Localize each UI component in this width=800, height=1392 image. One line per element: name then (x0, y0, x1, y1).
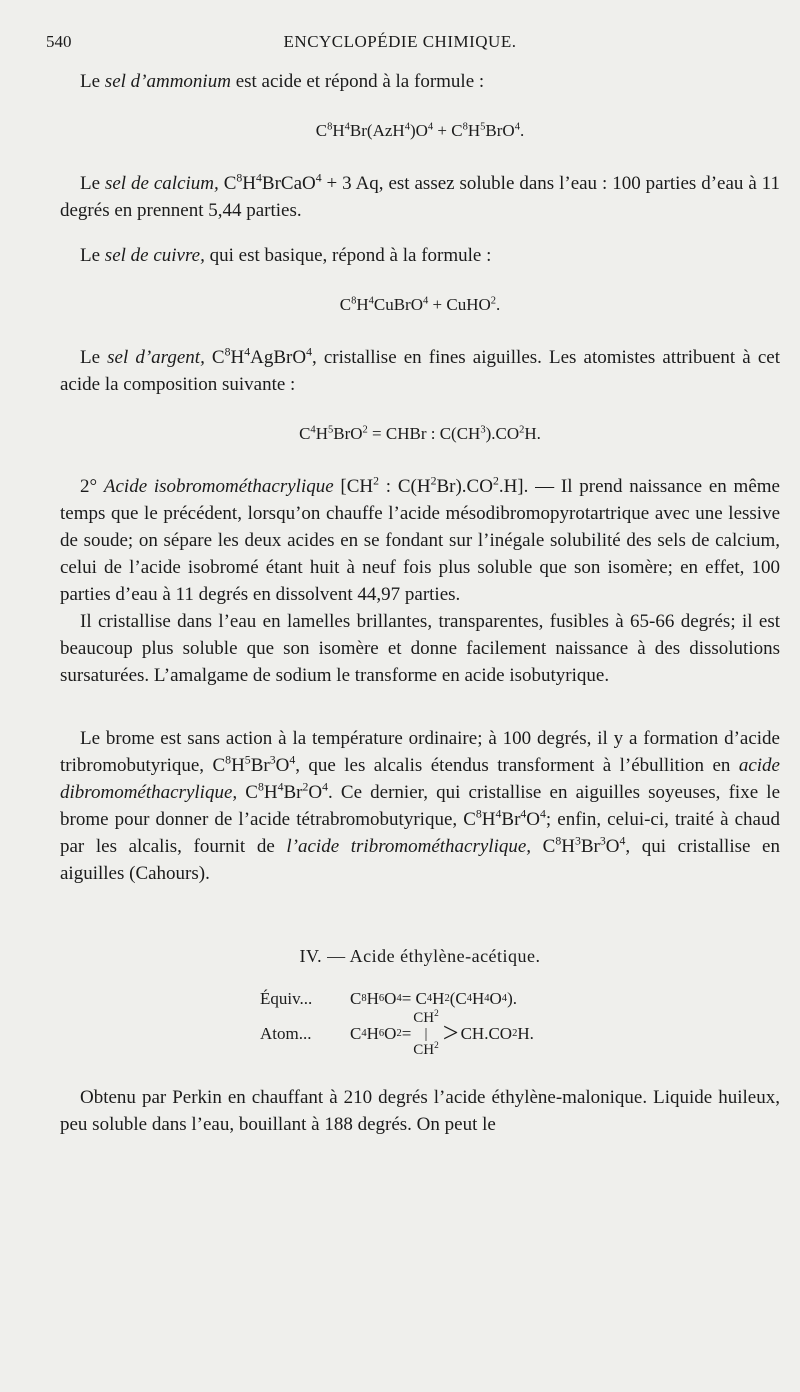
paragraph-perkin: Obtenu par Perkin en chauffant à 210 degrés l’acide éthylène-malonique. Liquide huileux, peu soluble dans l’eau, bouillant à 188 degrés. On peut le (60, 1087, 780, 1135)
paragraph-calcium-salt: Le sel de calcium, $C^8H^4BrCaO^4 + 3$ Aq, est assez soluble dans l’eau : 100 parties d’eau à 11 degrés en prennent 5,44 parties. (60, 171, 780, 221)
formula-ammonium-salt: $C^8H^4Br(AzH^4)O^4 + C^8H^5BrO^4$. (315, 121, 525, 140)
atom-label: Atom... (260, 1024, 312, 1043)
formula-atom: Atom... C 4 H 6 O 2 = $CH^2$ | $CH^2$ > CH.CO 2 H. (260, 1009, 534, 1058)
bond-brace: > (442, 1018, 459, 1049)
paragraph-silver-salt: Le sel d’argent, $C^8H^4AgBrO^4$, cristallise en fines aiguilles. Les atomistes attribuent à cet acide la composition suivante : (60, 345, 780, 395)
paragraph-isobromomethacrylic-acid: 2° Acide isobromométhacrylique [$CH^2$ : $C(H^2Br).CO^2.H$]. — Il prend naissance en même temps que le précédent, lorsqu’on chauffe l’acide mésodibromopyrotartrique avec une lessive de soude; on sépare les deux acides en se fondant sur l’inégale solubilité des sels de calcium, celui de l’acide isobromé étant huit à neuf fois plus soluble que son isomère; en effet, 100 parties d’eau à 11 degrés en dissolvent 44,97 parties. (60, 474, 780, 605)
formula-equiv: Équiv... C 8 H 6 O 4 = C 4 H 2 (C 4 H 4 O 4 ). (260, 989, 517, 1008)
formula-block (260, 988, 780, 1058)
structural-ring: $CH^2$ | $CH^2$ (413, 1009, 439, 1058)
paragraph-crystallisation: Il cristallise dans l’eau en lamelles brillantes, transparentes, fusibles à 65-66 degrés; il est beaucoup plus soluble que son isomère et donne facilement naissance à des dissolutions sursaturées. L’amalgame de sodium le transforme en acide isobutyrique. (60, 611, 780, 686)
formula-copper-salt: $C^8H^4CuBrO^4$ + CuHO$^2$. (339, 295, 501, 314)
page-body (60, 68, 780, 1138)
formula-atomist: $C^4H^5BrO^2$ = CHBr : $C(CH^3).CO^2H$. (299, 424, 541, 443)
page-number: 540 (46, 32, 72, 51)
paragraph-ammonium-salt: Le sel d’ammonium est acide et répond à la formule : (80, 71, 485, 92)
paragraph-copper-salt: Le sel de cuivre, qui est basique, répond à la formule : (80, 245, 492, 266)
page-header (46, 32, 754, 58)
section-title: IV. — Acide éthylène-acétique. (299, 946, 541, 966)
paragraph-bromine-action: Le brome est sans action à la température ordinaire; à 100 degrés, il y a formation d’acide tribromobutyrique, $C^8H^5Br^3O^4$, que les alcalis étendus transforment à l’ébullition en acide dibromométhacrylique, $C^8H^4Br^2O^4$. Ce dernier, qui cristallise en aiguilles soyeuses, fixe le brome pour donner de l’acide tétrabromobutyrique, $C^8H^4Br^4O^4$; enfin, celui-ci, traité à chaud par les alcalis, fournit de l’acide tribromométhacrylique, $C^8H^3Br^3O^4$, qui cristallise en aiguilles (Cahours). (60, 728, 780, 884)
equiv-label: Équiv... (260, 989, 313, 1008)
running-title: ENCYCLOPÉDIE CHIMIQUE. (283, 32, 517, 51)
